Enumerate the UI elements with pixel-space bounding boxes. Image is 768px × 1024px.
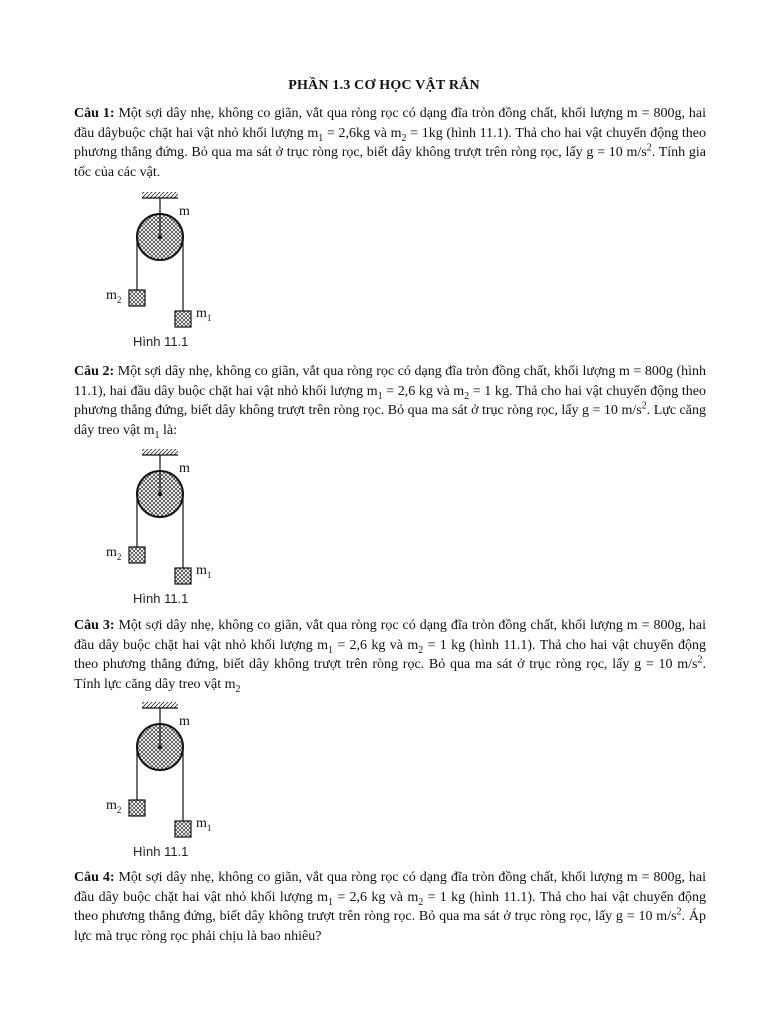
- subscript: 1: [318, 132, 324, 144]
- question-label: Câu 3:: [74, 618, 115, 633]
- superscript: 2: [676, 906, 682, 918]
- mass-m1-block: [175, 311, 191, 327]
- pulley-diagram: [90, 447, 250, 607]
- question-text: = 2,6 kg và m: [332, 637, 419, 653]
- subscript: 2: [235, 683, 241, 695]
- pulley-diagram: [90, 700, 250, 860]
- ceiling-support: [142, 449, 178, 455]
- question-text: = 1 kg (hình 11.1). Thả cho hai vật chuyển động theo phương thẳng đứng, biết dây không trượt trên ròng rọc. Bỏ qua ma sát ở trục ròng rọc, lấy g = 10 m/s: [74, 889, 707, 925]
- question-text: là:: [159, 422, 177, 438]
- question-text: = 1 kg (hình 11.1). Thả cho hai vật chuyển động theo phương thẳng đứng, biết dây không trượt trên ròng rọc. Bỏ qua ma sát ở trục ròng rọc, lấy g = 10 m/s: [74, 637, 707, 673]
- question-text: . Lực căng dây treo vật m: [74, 403, 706, 438]
- subscript: 1: [327, 644, 333, 656]
- question-text: Một sợi dây nhẹ, không co giãn, vắt qua ròng rọc có dạng đĩa tròn đồng chất, khối lượng m = 800g, hai đầu dây buộc chặt hai vật nhỏ khối lượng m: [74, 870, 706, 905]
- figure-caption: Hình 11.1: [133, 844, 189, 859]
- ceiling-support: [142, 702, 178, 708]
- question-label: Câu 1:: [74, 106, 115, 121]
- question-text: = 2,6 kg và m: [332, 889, 419, 905]
- question-text: Một sợi dây nhẹ, không co giãn, vắt qua ròng rọc có dạng đĩa tròn đồng chất, khối lượng m = 800g, hai đầu dây buộc chặt hai vật nhỏ khối lượng m: [74, 618, 706, 653]
- subscript: 2: [418, 644, 424, 656]
- pulley-figure: [90, 700, 250, 860]
- mass-m2-label: $m_2$: [106, 798, 122, 815]
- question-text: Một sợi dây nhẹ, không co giãn, vắt qua ròng rọc có dạng đĩa tròn đồng chất, khối lượng m = 800g (hình 11.1), hai đầu dây buộc chặt hai vật nhỏ khối lượng m: [74, 364, 707, 399]
- question-label: Câu 4:: [74, 870, 115, 885]
- pulley-mass-label: m: [179, 204, 190, 219]
- question-3: [74, 616, 706, 694]
- mass-m2-label: $m_2$: [106, 545, 122, 562]
- question-4: [74, 868, 706, 946]
- subscript: 1: [327, 896, 333, 908]
- question-text: . Tính lực căng dây treo vật m: [74, 657, 706, 692]
- question-text: . Tính gia tốc của các vật.: [74, 145, 706, 180]
- mass-m1-label: $m_1$: [196, 816, 212, 833]
- question-1: [74, 104, 706, 182]
- section-title: PHẦN 1.3 CƠ HỌC VẬT RẮN: [288, 78, 480, 93]
- subscript: 1: [377, 390, 383, 402]
- question-text: . Áp lực mà trục ròng rọc phải chịu là bao nhiêu?: [74, 909, 706, 944]
- superscript: 2: [697, 654, 703, 666]
- question-text: = 1 kg. Thả cho hai vật chuyển động theo phương thẳng đứng, biết dây không trượt trên ròng rọc. Bỏ qua ma sát ở trục ròng rọc, lấy g = 10 m/s: [74, 383, 706, 419]
- pulley-figure: [90, 190, 250, 350]
- question-text: = 2,6kg và m: [323, 125, 402, 141]
- pulley-mass-label: m: [179, 714, 190, 729]
- subscript: 1: [154, 429, 160, 441]
- mass-m1-label: $m_1$: [196, 306, 212, 323]
- mass-m2-block: [129, 290, 145, 306]
- question-label: Câu 2:: [74, 364, 115, 379]
- superscript: 2: [646, 142, 652, 154]
- question-text: = 1kg (hình 11.1). Thả cho hai vật chuyển động theo phương thẳng đứng. Bỏ qua ma sát ở trục ròng rọc, biết dây không trượt trên ròng rọc, lấy g = 10 m/s: [74, 125, 707, 161]
- question-text: Một sợi dây nhẹ, không co giãn, vắt qua ròng rọc có dạng đĩa tròn đồng chất, khối lượng m = 800g, hai đầu dâybuộc chặt hai vật nhỏ khối lượng m: [74, 106, 706, 141]
- mass-m2-label: $m_2$: [106, 288, 122, 305]
- subscript: 2: [418, 896, 424, 908]
- question-2: [74, 362, 706, 440]
- ceiling-support: [142, 192, 178, 198]
- mass-m2-block: [129, 547, 145, 563]
- subscript: 2: [464, 390, 470, 402]
- figure-caption: Hình 11.1: [133, 334, 189, 349]
- question-text: = 2,6 kg và m: [382, 383, 465, 399]
- pulley-diagram: [90, 190, 250, 350]
- superscript: 2: [641, 400, 647, 412]
- mass-m2-block: [129, 800, 145, 816]
- mass-m1-block: [175, 821, 191, 837]
- figure-caption: Hình 11.1: [133, 591, 189, 606]
- mass-m1-label: $m_1$: [196, 563, 212, 580]
- mass-m1-block: [175, 568, 191, 584]
- subscript: 2: [401, 132, 407, 144]
- pulley-figure: [90, 447, 250, 607]
- pulley-mass-label: m: [179, 461, 190, 476]
